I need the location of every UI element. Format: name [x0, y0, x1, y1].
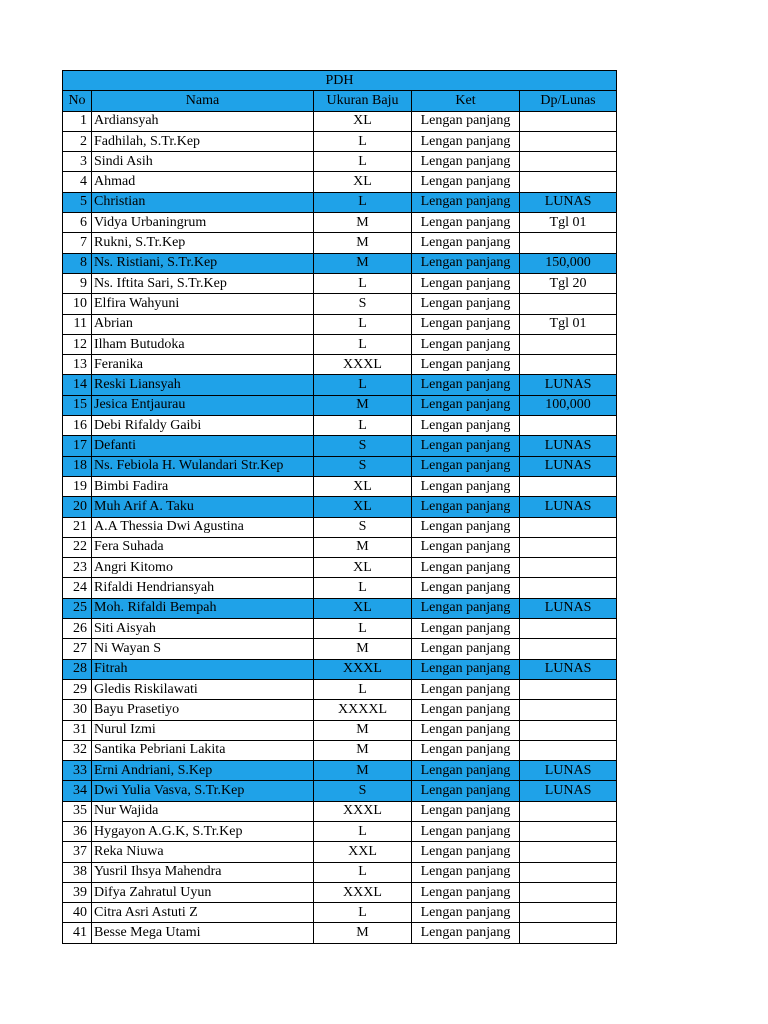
table-row [63, 294, 617, 314]
cell-size: M [314, 233, 412, 253]
column-header-name: Nama [92, 91, 314, 111]
cell-dp-lunas: LUNAS [520, 781, 617, 801]
cell-name: Fitrah [92, 659, 314, 679]
cell-dp-lunas [520, 801, 617, 821]
cell-ket: Lengan panjang [412, 923, 520, 943]
order-table [62, 70, 617, 944]
cell-no: 33 [63, 761, 92, 781]
cell-name: Angri Kitomo [92, 558, 314, 578]
table-row [63, 578, 617, 598]
cell-size: L [314, 578, 412, 598]
cell-dp-lunas: Tgl 20 [520, 273, 617, 293]
cell-name: Ns. Iftita Sari, S.Tr.Kep [92, 273, 314, 293]
cell-name: Erni Andriani, S.Kep [92, 761, 314, 781]
cell-ket: Lengan panjang [412, 679, 520, 699]
cell-name: Defanti [92, 436, 314, 456]
table-row [63, 213, 617, 233]
cell-no: 1 [63, 111, 92, 131]
cell-size: S [314, 517, 412, 537]
cell-size: L [314, 679, 412, 699]
cell-no: 30 [63, 700, 92, 720]
cell-size: M [314, 537, 412, 557]
table-row [63, 111, 617, 131]
cell-size: S [314, 294, 412, 314]
cell-dp-lunas: 150,000 [520, 253, 617, 273]
table-row [63, 172, 617, 192]
cell-dp-lunas [520, 842, 617, 862]
table-row [63, 517, 617, 537]
cell-dp-lunas [520, 355, 617, 375]
cell-ket: Lengan panjang [412, 558, 520, 578]
cell-size: L [314, 375, 412, 395]
cell-name: Ns. Febiola H. Wulandari Str.Kep [92, 456, 314, 476]
cell-size: XL [314, 598, 412, 618]
table-row [63, 375, 617, 395]
table-row [63, 436, 617, 456]
cell-size: M [314, 740, 412, 760]
cell-name: Ahmad [92, 172, 314, 192]
cell-no: 39 [63, 882, 92, 902]
cell-no: 14 [63, 375, 92, 395]
cell-name: Jesica Entjaurau [92, 395, 314, 415]
column-header-size: Ukuran Baju [314, 91, 412, 111]
cell-ket: Lengan panjang [412, 213, 520, 233]
cell-name: Bimbi Fadira [92, 476, 314, 496]
cell-ket: Lengan panjang [412, 111, 520, 131]
cell-no: 19 [63, 476, 92, 496]
cell-name: Elfira Wahyuni [92, 294, 314, 314]
cell-no: 2 [63, 131, 92, 151]
cell-dp-lunas [520, 416, 617, 436]
cell-ket: Lengan panjang [412, 334, 520, 354]
cell-no: 16 [63, 416, 92, 436]
table-row [63, 598, 617, 618]
cell-ket: Lengan panjang [412, 497, 520, 517]
table-row [63, 456, 617, 476]
table-row [63, 192, 617, 212]
cell-ket: Lengan panjang [412, 720, 520, 740]
cell-dp-lunas: LUNAS [520, 436, 617, 456]
cell-dp-lunas [520, 720, 617, 740]
cell-ket: Lengan panjang [412, 842, 520, 862]
cell-dp-lunas [520, 639, 617, 659]
table-row [63, 761, 617, 781]
cell-no: 3 [63, 152, 92, 172]
cell-name: Feranika [92, 355, 314, 375]
cell-dp-lunas [520, 517, 617, 537]
cell-size: L [314, 862, 412, 882]
table-row [63, 152, 617, 172]
cell-name: Ilham Butudoka [92, 334, 314, 354]
cell-size: L [314, 334, 412, 354]
cell-dp-lunas [520, 882, 617, 902]
cell-no: 37 [63, 842, 92, 862]
column-header-dp: Dp/Lunas [520, 91, 617, 111]
table-body [63, 111, 617, 943]
cell-size: M [314, 639, 412, 659]
cell-ket: Lengan panjang [412, 578, 520, 598]
cell-no: 25 [63, 598, 92, 618]
cell-size: M [314, 923, 412, 943]
table-row [63, 882, 617, 902]
cell-name: Ardiansyah [92, 111, 314, 131]
table-row [63, 659, 617, 679]
cell-dp-lunas: Tgl 01 [520, 213, 617, 233]
cell-name: Yusril Ihsya Mahendra [92, 862, 314, 882]
cell-dp-lunas [520, 679, 617, 699]
cell-name: Citra Asri Astuti Z [92, 903, 314, 923]
cell-size: XL [314, 172, 412, 192]
cell-no: 6 [63, 213, 92, 233]
cell-name: Difya Zahratul Uyun [92, 882, 314, 902]
cell-dp-lunas [520, 476, 617, 496]
table-row [63, 619, 617, 639]
cell-dp-lunas [520, 131, 617, 151]
cell-ket: Lengan panjang [412, 537, 520, 557]
cell-dp-lunas [520, 903, 617, 923]
table-row [63, 862, 617, 882]
cell-dp-lunas: LUNAS [520, 192, 617, 212]
table-row [63, 355, 617, 375]
cell-name: Besse Mega Utami [92, 923, 314, 943]
cell-dp-lunas [520, 152, 617, 172]
cell-dp-lunas [520, 334, 617, 354]
cell-ket: Lengan panjang [412, 639, 520, 659]
cell-name: Siti Aisyah [92, 619, 314, 639]
cell-no: 20 [63, 497, 92, 517]
cell-ket: Lengan panjang [412, 314, 520, 334]
cell-no: 22 [63, 537, 92, 557]
cell-no: 28 [63, 659, 92, 679]
table-row [63, 821, 617, 841]
title-row [63, 71, 617, 91]
cell-name: Dwi Yulia Vasva, S.Tr.Kep [92, 781, 314, 801]
cell-no: 32 [63, 740, 92, 760]
cell-dp-lunas [520, 294, 617, 314]
cell-dp-lunas [520, 862, 617, 882]
cell-no: 34 [63, 781, 92, 801]
table-row [63, 476, 617, 496]
table-row [63, 395, 617, 415]
cell-ket: Lengan panjang [412, 375, 520, 395]
cell-ket: Lengan panjang [412, 416, 520, 436]
cell-ket: Lengan panjang [412, 233, 520, 253]
cell-size: XXL [314, 842, 412, 862]
cell-size: M [314, 720, 412, 740]
table-row [63, 740, 617, 760]
table-row [63, 537, 617, 557]
cell-ket: Lengan panjang [412, 131, 520, 151]
table-row [63, 720, 617, 740]
cell-ket: Lengan panjang [412, 740, 520, 760]
cell-no: 7 [63, 233, 92, 253]
cell-ket: Lengan panjang [412, 294, 520, 314]
cell-size: XXXL [314, 659, 412, 679]
cell-no: 31 [63, 720, 92, 740]
table-row [63, 334, 617, 354]
cell-no: 10 [63, 294, 92, 314]
cell-ket: Lengan panjang [412, 273, 520, 293]
cell-name: Christian [92, 192, 314, 212]
cell-no: 11 [63, 314, 92, 334]
cell-size: XL [314, 497, 412, 517]
table-row [63, 700, 617, 720]
column-header-no: No [63, 91, 92, 111]
cell-no: 29 [63, 679, 92, 699]
cell-dp-lunas [520, 578, 617, 598]
cell-name: Rifaldi Hendriansyah [92, 578, 314, 598]
cell-name: Moh. Rifaldi Bempah [92, 598, 314, 618]
cell-no: 35 [63, 801, 92, 821]
cell-no: 24 [63, 578, 92, 598]
cell-ket: Lengan panjang [412, 862, 520, 882]
cell-ket: Lengan panjang [412, 761, 520, 781]
cell-name: Fera Suhada [92, 537, 314, 557]
table-header [63, 71, 617, 112]
cell-ket: Lengan panjang [412, 619, 520, 639]
cell-size: L [314, 314, 412, 334]
cell-name: Nur Wajida [92, 801, 314, 821]
table-row [63, 842, 617, 862]
cell-ket: Lengan panjang [412, 700, 520, 720]
column-header-row [63, 91, 617, 111]
cell-name: Gledis Riskilawati [92, 679, 314, 699]
cell-no: 38 [63, 862, 92, 882]
table-row [63, 558, 617, 578]
cell-no: 18 [63, 456, 92, 476]
cell-no: 9 [63, 273, 92, 293]
cell-dp-lunas [520, 111, 617, 131]
cell-dp-lunas: LUNAS [520, 456, 617, 476]
cell-name: Reka Niuwa [92, 842, 314, 862]
cell-ket: Lengan panjang [412, 456, 520, 476]
cell-no: 27 [63, 639, 92, 659]
cell-size: L [314, 821, 412, 841]
cell-name: A.A Thessia Dwi Agustina [92, 517, 314, 537]
table-row [63, 416, 617, 436]
column-header-ket: Ket [412, 91, 520, 111]
cell-no: 40 [63, 903, 92, 923]
cell-name: Debi Rifaldy Gaibi [92, 416, 314, 436]
cell-size: S [314, 456, 412, 476]
cell-no: 12 [63, 334, 92, 354]
cell-size: S [314, 436, 412, 456]
cell-dp-lunas: LUNAS [520, 598, 617, 618]
table-row [63, 679, 617, 699]
cell-ket: Lengan panjang [412, 476, 520, 496]
table-row [63, 314, 617, 334]
cell-name: Nurul Izmi [92, 720, 314, 740]
cell-name: Vidya Urbaningrum [92, 213, 314, 233]
table-row [63, 497, 617, 517]
cell-ket: Lengan panjang [412, 903, 520, 923]
cell-size: XXXXL [314, 700, 412, 720]
cell-dp-lunas: LUNAS [520, 761, 617, 781]
cell-size: L [314, 416, 412, 436]
cell-name: Muh Arif A. Taku [92, 497, 314, 517]
table-row [63, 801, 617, 821]
cell-name: Ni Wayan S [92, 639, 314, 659]
cell-no: 41 [63, 923, 92, 943]
cell-size: L [314, 619, 412, 639]
cell-no: 5 [63, 192, 92, 212]
cell-ket: Lengan panjang [412, 821, 520, 841]
cell-size: M [314, 253, 412, 273]
cell-size: S [314, 781, 412, 801]
cell-size: M [314, 213, 412, 233]
table-title: PDH [63, 71, 617, 91]
cell-dp-lunas [520, 619, 617, 639]
cell-dp-lunas [520, 740, 617, 760]
cell-size: XL [314, 558, 412, 578]
cell-ket: Lengan panjang [412, 355, 520, 375]
cell-size: XXXL [314, 882, 412, 902]
table-row [63, 923, 617, 943]
cell-dp-lunas: LUNAS [520, 659, 617, 679]
cell-size: L [314, 903, 412, 923]
cell-ket: Lengan panjang [412, 172, 520, 192]
cell-dp-lunas [520, 558, 617, 578]
table-row [63, 781, 617, 801]
cell-size: L [314, 131, 412, 151]
cell-ket: Lengan panjang [412, 192, 520, 212]
cell-size: XXXL [314, 355, 412, 375]
cell-no: 13 [63, 355, 92, 375]
cell-size: L [314, 192, 412, 212]
table-row [63, 233, 617, 253]
cell-size: M [314, 761, 412, 781]
table-row [63, 639, 617, 659]
cell-dp-lunas [520, 821, 617, 841]
cell-dp-lunas: LUNAS [520, 497, 617, 517]
cell-dp-lunas [520, 923, 617, 943]
table-row [63, 253, 617, 273]
cell-name: Ns. Ristiani, S.Tr.Kep [92, 253, 314, 273]
table-row [63, 273, 617, 293]
cell-name: Bayu Prasetiyo [92, 700, 314, 720]
cell-size: XXXL [314, 801, 412, 821]
cell-ket: Lengan panjang [412, 882, 520, 902]
cell-dp-lunas: LUNAS [520, 375, 617, 395]
cell-ket: Lengan panjang [412, 598, 520, 618]
cell-name: Fadhilah, S.Tr.Kep [92, 131, 314, 151]
cell-no: 15 [63, 395, 92, 415]
cell-no: 21 [63, 517, 92, 537]
cell-dp-lunas [520, 172, 617, 192]
cell-no: 26 [63, 619, 92, 639]
cell-no: 8 [63, 253, 92, 273]
cell-size: M [314, 395, 412, 415]
cell-name: Hygayon A.G.K, S.Tr.Kep [92, 821, 314, 841]
cell-name: Santika Pebriani Lakita [92, 740, 314, 760]
cell-ket: Lengan panjang [412, 659, 520, 679]
table-row [63, 131, 617, 151]
cell-name: Abrian [92, 314, 314, 334]
cell-no: 17 [63, 436, 92, 456]
cell-no: 36 [63, 821, 92, 841]
cell-no: 23 [63, 558, 92, 578]
cell-size: L [314, 273, 412, 293]
table-row [63, 903, 617, 923]
cell-no: 4 [63, 172, 92, 192]
cell-name: Reski Liansyah [92, 375, 314, 395]
cell-size: L [314, 152, 412, 172]
cell-ket: Lengan panjang [412, 517, 520, 537]
cell-size: XL [314, 476, 412, 496]
cell-dp-lunas: 100,000 [520, 395, 617, 415]
cell-ket: Lengan panjang [412, 395, 520, 415]
cell-dp-lunas [520, 537, 617, 557]
cell-dp-lunas [520, 233, 617, 253]
cell-ket: Lengan panjang [412, 152, 520, 172]
cell-name: Rukni, S.Tr.Kep [92, 233, 314, 253]
cell-ket: Lengan panjang [412, 253, 520, 273]
cell-ket: Lengan panjang [412, 801, 520, 821]
cell-dp-lunas: Tgl 01 [520, 314, 617, 334]
cell-name: Sindi Asih [92, 152, 314, 172]
cell-dp-lunas [520, 700, 617, 720]
cell-ket: Lengan panjang [412, 436, 520, 456]
cell-ket: Lengan panjang [412, 781, 520, 801]
cell-size: XL [314, 111, 412, 131]
